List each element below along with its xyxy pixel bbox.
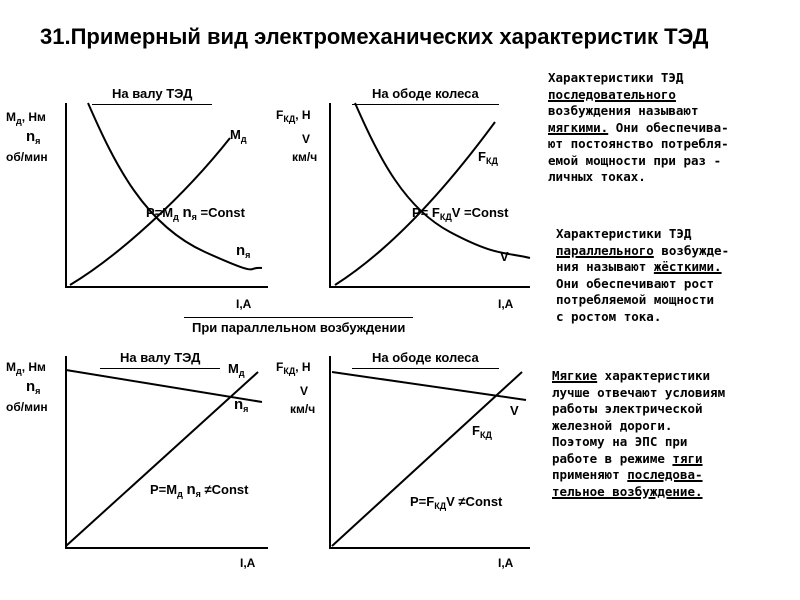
curve-label-m-d: $М_д$ (230, 127, 247, 144)
label-ob-min-bottom: об/мин (6, 400, 48, 414)
heading-rim-top (372, 86, 479, 101)
heading-parallel-overline (184, 317, 413, 318)
curve-f-kd-top-right (355, 103, 530, 258)
line-label-f-kd-bottom: $F_{КД}$ (472, 423, 492, 440)
side-paragraph-1: Характеристики ТЭД последовательного возбуждения называют мягкими. Они обеспечива- ют постоянство потребля- емой мощности при раз - личных токах. (548, 70, 729, 184)
formula-bottom-left: $P=М_д$ $n_я$ ≠Const (150, 481, 249, 499)
heading-shaft-top (112, 86, 192, 101)
curve-label-f-kd: $F_{КД}$ (478, 149, 498, 166)
label-km-h-bottom: км/ч (290, 402, 316, 416)
heading-shaft-bottom-text: На валу ТЭД (120, 350, 201, 365)
line-label-v-bottom: V (510, 403, 519, 418)
heading-parallel-text: При параллельном возбуждении (192, 320, 406, 335)
label-km-h: км/ч (292, 150, 318, 164)
label-ob-min: об/мин (6, 150, 48, 164)
line-f-kd-bottom-right (332, 372, 522, 546)
heading-rim-bottom-text: На ободе колеса (372, 350, 479, 365)
curve-label-n-ya: $n_я$ (236, 242, 251, 260)
label-f-kd: $F_{КД}$, Н (276, 108, 311, 124)
label-v-bottom: V (300, 384, 309, 398)
axis-label-i-top-right: I,A (498, 297, 514, 311)
label-v: V (302, 132, 311, 146)
label-n-ya-bottom: $n_я$ (26, 378, 41, 396)
formula-top-right: $P= F_{КД}V$ =Const (412, 205, 509, 222)
axis-label-i-bottom-left: I,A (240, 556, 256, 570)
label-n-ya: $n_я$ (26, 128, 41, 146)
label-m-d: $М_д$, Нм (6, 110, 46, 126)
axis-label-i-bottom-right: I,A (498, 556, 514, 570)
heading-parallel (192, 320, 405, 335)
side-paragraph-3: Мягкие характеристики лучше отвечают условиям работы электрической железной дороги. Поэтому на ЭПС при работе в режиме тяги применяют последова- тельное возбуждение. (552, 368, 726, 499)
label-f-kd-bottom: $F_{КД}$, Н (276, 360, 311, 376)
line-label-m-d-bottom: $М_д$ (228, 361, 245, 378)
heading-shaft-bottom (120, 350, 200, 365)
heading-rim-bottom (372, 350, 479, 365)
heading-shaft-top-underline (92, 104, 212, 105)
line-n-ya-bottom-left (66, 372, 258, 546)
heading-rim-top-text: На ободе колеса (372, 86, 479, 101)
formula-top-left: $P=М_д$ $n_я$ =Const (146, 204, 245, 222)
side-paragraph-2: Характеристики ТЭД параллельного возбужде- ния называют жёсткими. Они обеспечивают рост потребляемой мощности с ростом тока. (556, 226, 730, 324)
axis-label-i-top-left: I,A (236, 297, 252, 311)
label-m-d-bottom: $М_д$, Нм (6, 360, 46, 376)
line-label-n-ya-bottom: $n_я$ (234, 396, 249, 414)
curve-label-v: V (500, 249, 509, 264)
page-title: 31.Примерный вид электромеханических характеристик ТЭД (40, 24, 709, 49)
heading-shaft-bottom-underline (100, 368, 220, 369)
formula-bottom-right: $P=F_{КД}V$ ≠Const (410, 494, 503, 511)
heading-rim-top-underline (352, 104, 499, 105)
heading-shaft-top-text: На валу ТЭД (112, 86, 193, 101)
heading-rim-bottom-underline (352, 368, 499, 369)
